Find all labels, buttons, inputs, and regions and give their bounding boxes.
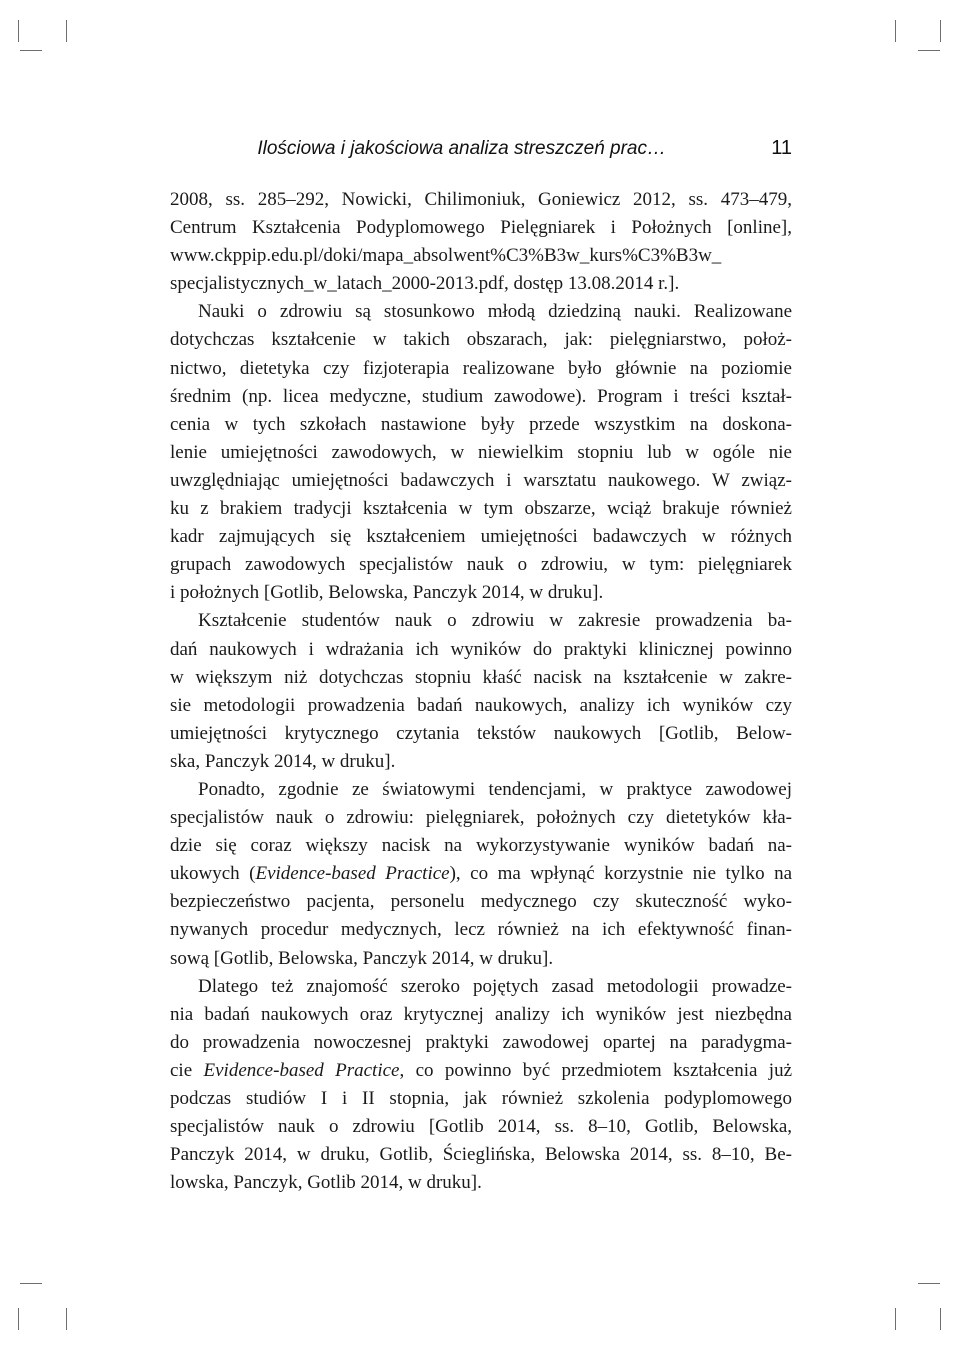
text-line: nywanych procedur medycznych, lecz również na ich efektywność finan- — [170, 919, 792, 941]
text-line: podczas studiów I i II stopnia, jak również szkolenia podyplomowego — [170, 1088, 792, 1109]
text-line: Ponadto, zgodnie ze światowymi tendencjami, w praktyce zawodowej — [198, 778, 792, 800]
crop-mark — [918, 1283, 940, 1284]
text-line: specjalistów nauk o zdrowiu [Gotlib 2014, ss. 8–10, Gotlib, Belowska, — [170, 1116, 792, 1138]
text-line: www.ckppip.edu.pl/doki/mapa_absolwent%C3%B3w_kurs%C3%B3w_ — [170, 245, 722, 267]
body-text — [170, 186, 792, 1197]
crop-mark — [18, 1308, 19, 1330]
crop-mark — [20, 1283, 42, 1284]
text-line: Panczyk 2014, w druku, Gotlib, Ścieglińska, Belowska 2014, ss. 8–10, Be- — [170, 1144, 792, 1166]
text-line: średnim (np. licea medyczne, studium zawodowe). Program i treści kształ- — [170, 385, 792, 407]
text-line: nia badań naukowych oraz krytycznej analizy ich wyników jest niezbędna — [170, 1003, 792, 1025]
text-line: ukowych (Evidence-based Practice), co ma wpłynąć korzystnie nie tylko na — [170, 863, 792, 885]
running-title: Ilościowa i jakościowa analiza streszczeń prac… — [257, 138, 666, 159]
running-header — [170, 138, 792, 168]
crop-mark — [940, 1308, 941, 1330]
text-line: i położnych [Gotlib, Belowska, Panczyk 2014, w druku]. — [170, 582, 604, 604]
text-line: umiejętności krytycznego czytania tekstów naukowych [Gotlib, Below- — [170, 722, 792, 744]
text-line: grupach zawodowych specjalistów nauk o zdrowiu, w tym: pielęgniarek — [170, 554, 792, 576]
text-line: sie metodologii prowadzenia badań naukowych, analizy ich wyników czy — [170, 694, 792, 716]
text-line: w większym niż dotychczas stopniu kłaść nacisk na kształcenie w zakre- — [170, 666, 792, 688]
text-line: Dlatego też znajomość szeroko pojętych zasad metodologii prowadze- — [198, 975, 792, 997]
text-line: ska, Panczyk 2014, w druku]. — [170, 750, 396, 772]
text-line: cenia w tych szkołach nastawione były przede wszystkim na doskona- — [170, 413, 792, 435]
text-line: Kształcenie studentów nauk o zdrowiu w zakresie prowadzenia ba- — [198, 610, 792, 632]
text-line: ku z brakiem tradycji kształcenia w tym obszarze, wciąż brakuje również — [170, 498, 792, 520]
crop-mark — [918, 50, 940, 51]
text-line: kadr zajmujących się kształceniem umiejętności badawczych w różnych — [170, 526, 792, 548]
text-line: Centrum Kształcenia Podyplomowego Pielęgniarek i Położnych [online], — [170, 217, 792, 239]
text-line: specjalistycznych_w_latach_2000-2013.pdf, dostęp 13.08.2014 r.]. — [170, 273, 680, 295]
text-line: sową [Gotlib, Belowska, Panczyk 2014, w druku]. — [170, 947, 554, 969]
crop-mark — [895, 20, 896, 42]
text-line: dzie się coraz większy nacisk na wykorzystywanie wyników badań na- — [170, 835, 792, 857]
emphasis-term: Evidence-based Practice — [203, 1059, 400, 1081]
text-line: dań naukowych i wdrażania ich wyników do praktyki klinicznej powinno — [170, 638, 792, 660]
text-line: uwzględniając umiejętności badawczych i warsztatu naukowego. W związ- — [170, 469, 792, 491]
crop-mark — [66, 20, 67, 42]
text-line: cie Evidence-based Practice, co powinno być przedmiotem kształcenia już — [170, 1059, 793, 1081]
text-line: do prowadzenia nowoczesnej praktyki zawodowej opartej na paradygma- — [170, 1031, 792, 1053]
text-line: 2008, ss. 285–292, Nowicki, Chilimoniuk, Goniewicz 2012, ss. 473–479, — [170, 189, 792, 210]
text-line: Nauki o zdrowiu są stosunkowo młodą dziedziną nauki. Realizowane — [198, 301, 792, 323]
text-line: specjalistów nauk o zdrowiu: pielęgniarek, położnych czy dietetyków kła- — [170, 807, 792, 829]
text-line: lenie umiejętności zawodowych, w niewielkim stopniu lub w ogóle nie — [170, 441, 792, 463]
text-line: nictwo, dietetyka czy fizjoterapia realizowane było głównie na poziomie — [170, 357, 792, 379]
page-number: 11 — [771, 137, 792, 159]
crop-mark — [18, 20, 19, 42]
crop-mark — [66, 1308, 67, 1330]
text-line: bezpieczeństwo pacjenta, personelu medycznego czy skuteczność wyko- — [170, 891, 792, 913]
crop-mark — [20, 50, 42, 51]
emphasis-term: Evidence-based Practice — [255, 863, 450, 885]
crop-mark — [940, 20, 941, 42]
crop-mark — [895, 1308, 896, 1330]
text-line: dotychczas kształcenie w takich obszarach, jak: pielęgniarstwo, położ- — [170, 329, 792, 351]
text-line: lowska, Panczyk, Gotlib 2014, w druku]. — [170, 1172, 482, 1194]
